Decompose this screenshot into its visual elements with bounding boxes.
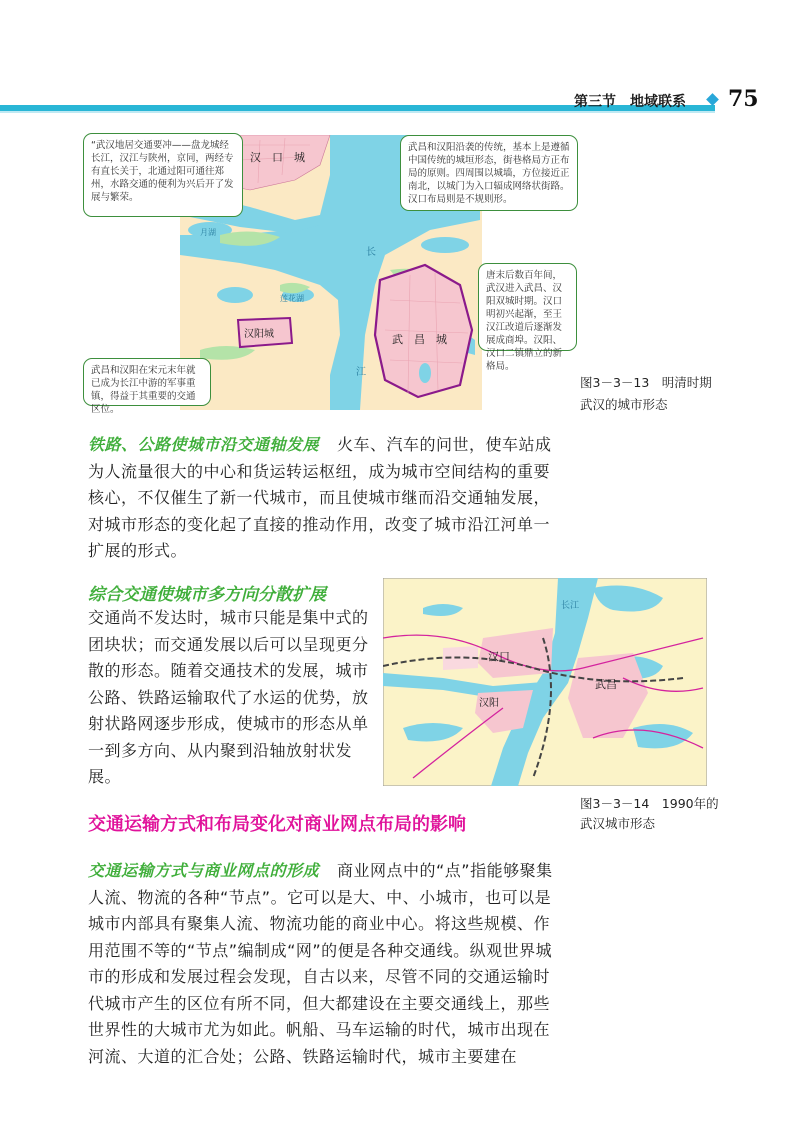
heading-commercial-network: 交通运输方式和布局变化对商业网点布局的影响 <box>88 814 466 835</box>
header-rule-light <box>0 111 715 113</box>
figure2-caption <box>580 794 719 834</box>
paragraph-text-commercial: 商业网点中的“点”指能够聚集人流、物流的各种“节点”。它可以是大、中、小城市，也可以是城市内部具有聚集人流、物流功能的商业中心。将这些规模、作用范围不等的“节点”编制成“网”的便是各种交通线。纵观世界城市的形成和发展过程会发现，自古以来，尽管不同的交通运输时代城市产生的区位有所不同，但大都建设在主要交通线上，那些世界性的大城市尤为如此。帆船、马车运输的时代，城市出现在河流、大道的汇合处；公路、铁路运输时代，城市主要建在 <box>88 861 553 1066</box>
paragraph-lead-railway: 铁路、公路使城市沿交通轴发展 <box>88 435 320 454</box>
map1-label-river-jiang: 江 <box>356 367 366 378</box>
map1-label-wuchang: 武 昌 城 <box>392 333 447 346</box>
heading-multi-direction: 综合交通使城市多方向分散扩展 <box>88 585 326 605</box>
map1-label-lake-yuehu: 月湖 <box>200 228 216 237</box>
callout-traffic-location: “武汉地居交通要冲——盘龙城经长江，汉江与陕州，京同，两经专有直长关于，北通过阳可通往郑州，水路交通的便利为兴后开了发展与繁荣。 <box>83 133 243 217</box>
paragraph-text-railway: 火车、汽车的问世，使车站成为人流量很大的中心和货运转运枢纽，成为城市空间结构的重要核心，不仅催生了新一代城市，而且使城市继而沿交通轴发展，对城市形态的变化起了直接的推动作用，改变了城市沿江河单一扩展的形式。 <box>88 435 552 560</box>
section-title: 第三节 地域联系 <box>574 94 686 110</box>
map1-label-hanyang: 汉阳城 <box>244 329 274 340</box>
page-number: 75 <box>728 86 759 112</box>
map2-label-hankou: 汉口 <box>488 650 510 663</box>
map1-label-river-chang: 长 <box>366 247 376 258</box>
map1-label-lake-liansi: 莲花湖 <box>280 294 304 303</box>
figure1-caption-line2: 武汉的城市形态 <box>580 397 668 412</box>
paragraph-lead-commercial: 交通运输方式与商业网点的形成 <box>88 861 320 880</box>
paragraph-commercial-network <box>88 858 558 1070</box>
paragraph-railway-highway <box>88 432 558 565</box>
map2-label-wuchang: 武昌 <box>595 678 617 691</box>
map2-label-river: 长江 <box>561 601 580 611</box>
callout-three-towns: 唐末后数百年间，武汉进入武昌、汉阳双城时期。汉口明初兴起渐，至王汉江改道后逐渐发展成商埠。汉阳、汉口二镇鼎立的新格局。 <box>478 263 577 351</box>
wuhan-1990-map <box>383 578 707 786</box>
figure2-caption-line2: 武汉城市形态 <box>580 816 656 831</box>
figure1-caption <box>580 372 712 416</box>
diamond-icon <box>706 93 719 106</box>
callout-military-town: 武昌和汉阳在宋元末年就已成为长江中游的军事重镇，得益于其重要的交通区位。 <box>83 358 211 406</box>
figure2-caption-line1: 图3－3－14 1990年的 <box>580 796 719 811</box>
paragraph-multi-direction: 交通尚不发达时，城市只能是集中式的团块状；而交通发展以后可以呈现更分散的形态。随着交通技术的发展，城市公路、铁路运输取代了水运的优势，放射状路网逐步形成，使城市的形态从单一到多方向、从内聚到沿轴放射状发展。 <box>88 608 369 786</box>
map2-label-hanyang: 汉阳 <box>479 698 499 709</box>
callout-city-layout: 武昌和汉阳沿袭的传统，基本上是遵循中国传统的城垣形态，街巷格局方正布局的原则。四周围以城墙，方位接近正南北，以城门为入口辐成网络状街路。汉口布局则是不规则形。 <box>400 135 578 211</box>
figure1-caption-line1: 图3－3－13 明清时期 <box>580 375 712 390</box>
map1-label-hankou: 汉 口 城 <box>250 151 305 164</box>
